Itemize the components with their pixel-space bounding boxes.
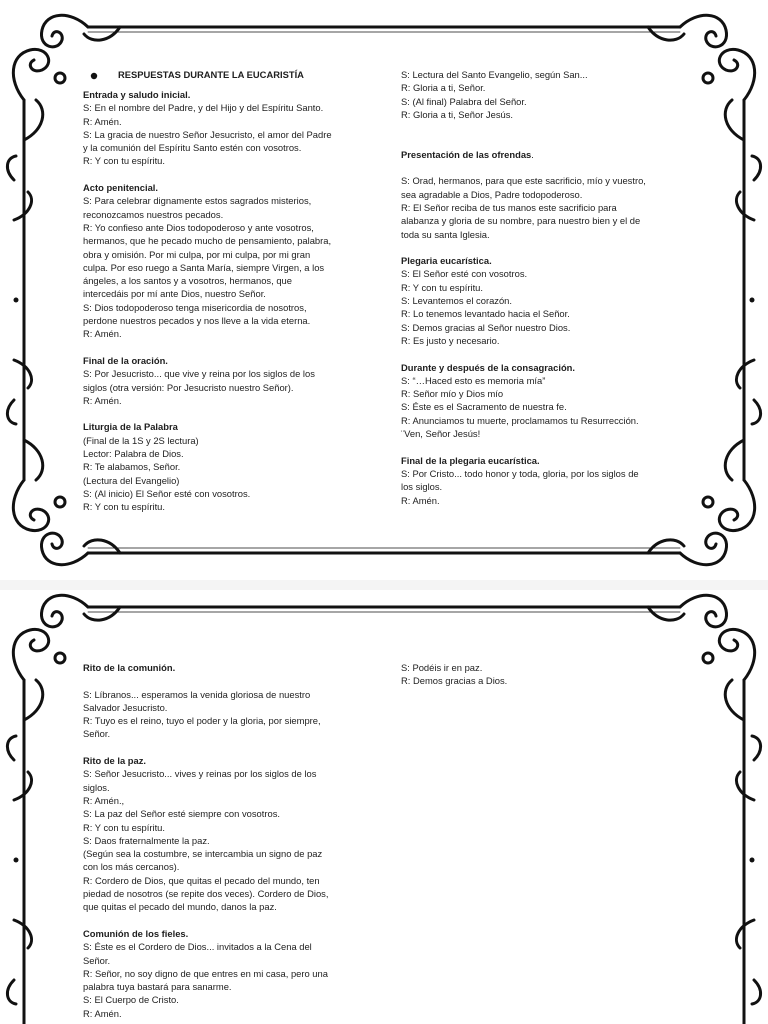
section-heading-text: Comunión de los fieles. — [83, 927, 189, 939]
text-line-text: S: Orad, hermanos, para que este sacrificio, mío y vuestro, — [401, 175, 646, 187]
text-line-text: Salvador Jesucristo. — [83, 701, 168, 713]
text-line-text: R: Amén. — [401, 494, 440, 506]
section-heading — [83, 661, 328, 674]
text-line — [83, 954, 328, 967]
text-line-text: culpa. Por eso ruego a Santa María, siempre Virgen, a los — [83, 261, 325, 273]
text-line — [83, 727, 328, 740]
text-line-text: sea agradable a Dios, Padre todopoderoso. — [401, 188, 583, 200]
text-line — [83, 234, 332, 247]
text-line-text: S: Podéis ir en paz. — [401, 662, 483, 673]
text-line-text: palabra tuya bastará para sanarme. — [83, 981, 232, 993]
text-line — [83, 900, 328, 913]
text-line — [401, 494, 646, 507]
text-line-text: S: Líbranos... esperamos la venida gloriosa de nuestro — [83, 688, 311, 700]
text-line-text: (Final de la 1S y 2S lectura) — [83, 434, 199, 446]
text-line — [401, 228, 646, 241]
section-heading-text: Presentación de las ofrendas — [401, 148, 532, 160]
text-line — [83, 874, 328, 887]
text-line — [401, 467, 646, 480]
text-line — [83, 980, 328, 993]
text-line-text: R: Yo confieso ante Dios todopoderoso y ante vosotros, — [83, 221, 314, 233]
text-line-text: con los más cercanos). — [83, 861, 180, 873]
text-line — [401, 281, 646, 294]
document-page-2 — [0, 590, 768, 1024]
text-line-text: siglos (otra versión: Por Jesucristo nuestro Señor). — [83, 381, 294, 393]
blank-line — [401, 347, 646, 360]
text-line-text: Señor. — [83, 954, 111, 966]
text-line — [83, 154, 332, 167]
text-line — [83, 141, 332, 154]
section-heading-text: Durante y después de la consagración. — [401, 361, 576, 373]
text-line-text: R: Lo tenemos levantado hacia el Señor. — [401, 308, 570, 320]
text-line — [401, 661, 507, 674]
text-line — [83, 701, 328, 714]
text-line-text: toda su santa Iglesia. — [401, 228, 490, 240]
text-line-text: S: (Al inicio) El Señor esté con vosotros. — [83, 487, 251, 499]
text-line-text: R: Amén., — [83, 794, 125, 806]
text-line-text: R: Y con tu espíritu. — [401, 281, 483, 293]
document-title: RESPUESTAS DURANTE LA EUCARISTÍA — [118, 69, 304, 80]
text-line — [83, 434, 332, 447]
text-line-text: R: Gloria a ti, Señor. — [401, 82, 486, 94]
page-2-left-column — [83, 661, 328, 1020]
text-line — [401, 480, 646, 493]
text-line-text: S: Por Jesucristo... que vive y reina por los siglos de los — [83, 368, 315, 380]
text-line — [83, 381, 332, 394]
text-line-text: R: El Señor reciba de tus manos este sacrificio para — [401, 201, 617, 213]
blank-line — [83, 914, 328, 927]
text-line-text: S: Por Cristo... todo honor y toda, gloria, por los siglos de — [401, 467, 639, 479]
section-heading-text: Entrada y saludo inicial. — [83, 89, 191, 100]
document-title-block — [118, 68, 304, 81]
text-line-text: R: Señor, no soy digno de que entres en mi casa, pero una — [83, 967, 328, 979]
section-heading-text: Final de la oración. — [83, 354, 168, 366]
blank-line — [401, 121, 646, 134]
text-line-text: que quitas el pecado del mundo, danos la paz. — [83, 901, 277, 913]
text-line-text: piedad de nosotros (se repite dos veces). Cordero de Dios, — [83, 888, 329, 900]
page-1-right-column — [401, 68, 646, 507]
text-line-text: S: “…Haced esto es memoria mía” — [401, 374, 546, 386]
section-heading — [401, 361, 646, 374]
text-line — [401, 201, 646, 214]
text-line — [83, 314, 332, 327]
text-line — [401, 414, 646, 427]
text-line — [83, 394, 332, 407]
text-line-text: R: Es justo y necesario. — [401, 334, 500, 346]
text-line-text: S: Éste es el Cordero de Dios... invitados a la Cena del — [83, 941, 312, 953]
heading-suffix: . — [531, 148, 534, 160]
text-line-text: R: Amén. — [83, 1007, 122, 1019]
section-heading-text: Plegaria eucarística. — [401, 255, 492, 267]
blank-line — [83, 741, 328, 754]
section-heading — [83, 927, 328, 940]
text-line — [83, 767, 328, 780]
text-line — [83, 474, 332, 487]
text-line-text: S: Señor Jesucristo... vives y reinas por los siglos de los — [83, 768, 317, 780]
text-line-text: ángeles, a los santos y a vosotros, hermanos, que — [83, 275, 292, 287]
text-line-text: R: Y con tu espíritu. — [83, 155, 165, 167]
text-line — [401, 427, 646, 440]
text-line — [83, 301, 332, 314]
text-line — [83, 847, 328, 860]
section-heading-text: Liturgia de la Palabra — [83, 421, 178, 433]
text-line — [83, 993, 328, 1006]
section-heading — [83, 354, 332, 367]
page-1-left-column — [83, 88, 332, 514]
text-line-text: R: Tuyo es el reino, tuyo el poder y la gloria, por siempre, — [83, 715, 321, 727]
text-line-text: los siglos. — [401, 481, 443, 493]
text-line-text: R: Demos gracias a Dios. — [401, 675, 508, 687]
text-line — [83, 261, 332, 274]
text-line-text: R: Anunciamos tu muerte, proclamamos tu Resurrección. — [401, 414, 639, 426]
blank-line — [401, 241, 646, 254]
text-line — [83, 248, 332, 261]
text-line — [83, 460, 332, 473]
text-line — [401, 307, 646, 320]
text-line — [83, 967, 328, 980]
text-line — [83, 274, 332, 287]
text-line-text: ¨Ven, Señor Jesús! — [401, 428, 481, 440]
text-line-text: (Según sea la costumbre, se intercambia un signo de paz — [83, 848, 323, 860]
text-line — [401, 321, 646, 334]
text-line — [401, 267, 646, 280]
text-line — [83, 807, 328, 820]
text-line — [401, 214, 646, 227]
section-heading — [401, 254, 646, 267]
text-line — [83, 327, 332, 340]
section-heading — [83, 181, 332, 194]
text-line-text: alabanza y gloria de su nombre, para nuestro bien y el de — [401, 215, 641, 227]
text-line — [83, 821, 328, 834]
text-line — [83, 781, 328, 794]
section-heading — [83, 88, 332, 101]
text-line-text: Señor. — [83, 728, 111, 740]
text-line-text: S: Lectura del Santo Evangelio, según San... — [401, 69, 588, 80]
text-line — [83, 887, 328, 900]
text-line-text: S: Daos fraternalmente la paz. — [83, 834, 210, 846]
text-line — [401, 174, 646, 187]
text-line — [401, 81, 646, 94]
text-line — [401, 334, 646, 347]
text-line-text: S: Para celebrar dignamente estos sagrados misterios, — [83, 195, 312, 207]
text-line-text: siglos. — [83, 781, 110, 793]
blank-line — [83, 674, 328, 687]
text-line-text: R: Cordero de Dios, que quitas el pecado del mundo, ten — [83, 874, 320, 886]
text-line-text: R: Señor mío y Dios mío — [401, 388, 504, 400]
text-line-text: S: Dios todopoderoso tenga misericordia de nosotros, — [83, 301, 307, 313]
section-heading-text: Acto penitencial. — [83, 182, 159, 194]
text-line — [401, 674, 507, 687]
text-line — [83, 101, 332, 114]
text-line-text: R: Gloria a ti, Señor Jesús. — [401, 108, 514, 120]
text-line — [401, 387, 646, 400]
text-line — [401, 400, 646, 413]
text-line — [401, 294, 646, 307]
text-line — [83, 208, 332, 221]
text-line-text: R: Amén. — [83, 394, 122, 406]
text-line — [83, 834, 328, 847]
section-heading — [83, 420, 332, 433]
text-line — [401, 108, 646, 121]
text-line — [83, 487, 332, 500]
page-2-right-column — [401, 661, 507, 688]
text-line-text: R: Amén. — [83, 328, 122, 340]
text-line — [83, 714, 328, 727]
section-heading-text: Rito de la paz. — [83, 755, 147, 767]
text-line-text: reconozcamos nuestros pecados. — [83, 208, 224, 220]
text-line-text: obra y omisión. Por mi culpa, por mi culpa, por mi gran — [83, 248, 311, 260]
text-line — [83, 287, 332, 300]
text-line — [83, 1007, 328, 1020]
text-line — [83, 194, 332, 207]
text-line-text: S: (Al final) Palabra del Señor. — [401, 95, 527, 107]
blank-line — [401, 134, 646, 147]
text-line — [83, 221, 332, 234]
text-line-text: perdone nuestros pecados y nos lleve a la vida eterna. — [83, 315, 311, 327]
text-line-text: R: Y con tu espíritu. — [83, 501, 165, 513]
text-line — [83, 794, 328, 807]
text-line — [401, 68, 646, 81]
section-heading — [401, 454, 646, 467]
text-line-text: S: La gracia de nuestro Señor Jesucristo, el amor del Padre — [83, 128, 332, 140]
text-line-text: S: La paz del Señor esté siempre con vosotros. — [83, 808, 280, 820]
text-line — [83, 367, 332, 380]
text-line — [401, 374, 646, 387]
text-line-text: (Lectura del Evangelio) — [83, 474, 180, 486]
text-line-text: R: Y con tu espíritu. — [83, 821, 165, 833]
text-line — [401, 188, 646, 201]
text-line-text: S: El Cuerpo de Cristo. — [83, 994, 179, 1006]
page-gap — [0, 580, 768, 590]
text-line — [83, 500, 332, 513]
text-line-text: Lector: Palabra de Dios. — [83, 448, 184, 460]
blank-line — [83, 341, 332, 354]
text-line — [83, 447, 332, 460]
text-line — [83, 860, 328, 873]
section-heading-text: Final de la plegaria eucarística. — [401, 454, 540, 466]
text-line — [83, 688, 328, 701]
blank-line — [401, 161, 646, 174]
text-line-text: intercedáis por mí ante Dios, nuestro Señor. — [83, 288, 266, 300]
text-line-text: y la comunión del Espíritu Santo estén con vosotros. — [83, 142, 302, 154]
text-line — [83, 115, 332, 128]
blank-line — [83, 407, 332, 420]
section-heading — [83, 754, 328, 767]
text-line-text: S: Demos gracias al Señor nuestro Dios. — [401, 321, 571, 333]
text-line-text: S: Éste es el Sacramento de nuestra fe. — [401, 401, 567, 413]
text-line-text: S: El Señor esté con vosotros. — [401, 268, 528, 280]
text-line-text: R: Te alabamos, Señor. — [83, 461, 181, 473]
blank-line — [83, 168, 332, 181]
blank-line — [401, 440, 646, 453]
text-line-text: hermanos, que he pecado mucho de pensamiento, palabra, — [83, 235, 332, 247]
text-line — [83, 940, 328, 953]
section-heading — [401, 148, 646, 161]
text-line-text: R: Amén. — [83, 115, 122, 127]
section-heading-text: Rito de la comunión. — [83, 662, 176, 673]
text-line-text: S: En el nombre del Padre, y del Hijo y del Espíritu Santo. — [83, 102, 324, 114]
text-line — [401, 95, 646, 108]
text-line — [83, 128, 332, 141]
text-line-text: S: Levantemos el corazón. — [401, 295, 512, 307]
